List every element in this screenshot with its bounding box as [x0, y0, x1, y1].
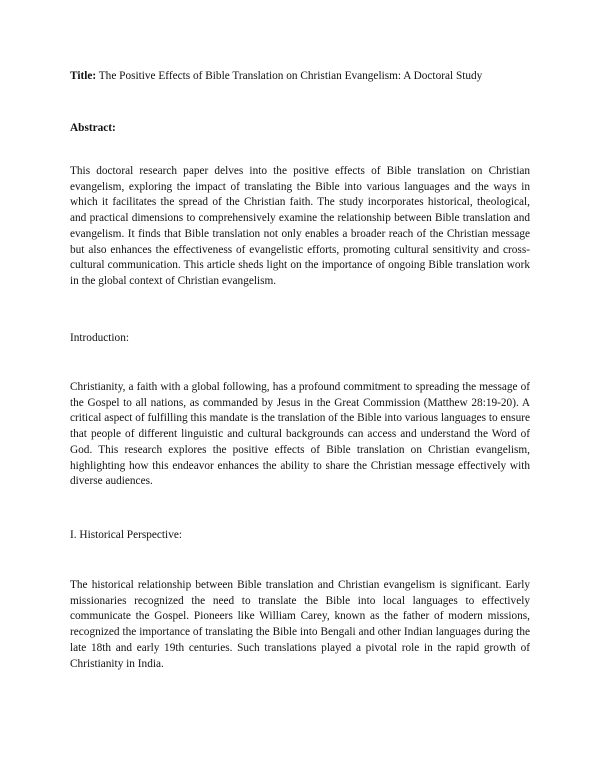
- historical-perspective-heading: I. Historical Perspective:: [70, 529, 182, 541]
- title-text: The Positive Effects of Bible Translation on Christian Evangelism: A Doctoral Study: [98, 70, 483, 82]
- paper-title: [70, 69, 530, 85]
- abstract-heading: Abstract:: [70, 122, 116, 134]
- title-label: Title:: [70, 70, 97, 82]
- historical-perspective-paragraph: The historical relationship between Bible translation and Christian evangelism is significant. Early missionaries recognized the need to translate the Bible into local languages to effectively communicate the Gospel. Pioneers like William Carey, known as the father of modern missions, recognized the importance of translating the Bible into Bengali and other Indian languages during the late 18th and early 19th centuries. Such translations played a pivotal role in the rapid growth of Christianity in India.: [70, 579, 530, 670]
- introduction-paragraph: Christianity, a faith with a global following, has a profound commitment to spreading the message of the Gospel to all nations, as commanded by Jesus in the Great Commission (Matthew 28:19-20). A critical aspect of fulfilling this mandate is the translation of the Bible into various languages to ensure that people of different linguistic and cultural backgrounds can access and understand the Word of God. This research explores the positive effects of Bible translation on Christian evangelism, highlighting how this endeavor enhances the ability to share the Christian message effectively with diverse audiences.: [70, 381, 530, 488]
- abstract-paragraph: This doctoral research paper delves into the positive effects of Bible translation on Christian evangelism, exploring the impact of translating the Bible into various languages and the ways in which it facilitates the spread of the Christian faith. The study incorporates historical, theological, and practical dimensions to comprehensively examine the relationship between Bible translation and evangelism. It finds that Bible translation not only enables a broader reach of the Christian message but also enhances the effectiveness of evangelistic efforts, promoting cultural sensitivity and cross-cultural communication. This article sheds light on the importance of ongoing Bible translation work in the global context of Christian evangelism.: [70, 165, 530, 287]
- introduction-heading: Introduction:: [70, 332, 129, 344]
